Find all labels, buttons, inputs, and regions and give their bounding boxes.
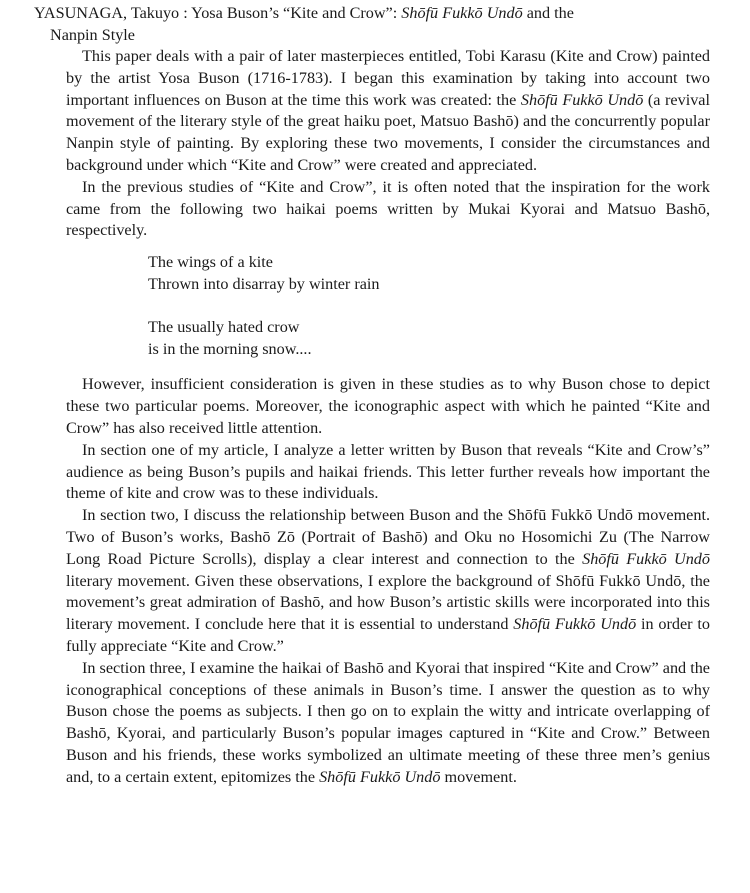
- paragraph-section-two-text: literary movement. Given these observations, I explore the background of Shōfū Fukkō Undō, the movement’s great admiration of Bashō, and how Buson’s artistic skills were incorporated into this literary movement. I conclude here that it is essential to understand: [66, 571, 710, 634]
- paragraph-intro-rest: (a revival movement of the literary style of the great haiku poet, Matsuo Bashō) and the concurrently popular Nanpin style of painting. By exploring these two movements, I consider the circumstances and background under which “Kite and Crow” were created and appreciated.: [66, 90, 710, 174]
- paragraph-section-three-text: In section three, I examine the haikai of Bashō and Kyorai that inspired “Kite and Crow” and the iconographical conceptions of these animals in Buson’s time. I answer the question as to why Buson chose the poems as subjects. I then go on to explain the witty and intricate overlapping of Bashō, Kyorai, and particularly Buson’s popular images captured in “Kite and Crow.” Between Buson and his friends, these works symbolized an ultimate meeting of these three men’s genius and, to a certain extent, epitomizes the: [66, 658, 710, 786]
- poem-line: The usually hated crow: [148, 317, 300, 336]
- article-header: [34, 3, 722, 47]
- paragraph-section-two-italic: Shōfū Fukkō Undō: [582, 549, 710, 568]
- header-subtitle: Nanpin Style: [50, 25, 135, 44]
- poem-line: Thrown into disarray by winter rain: [148, 274, 380, 293]
- paragraph-section-two-italic: Shōfū Fukkō Undō: [513, 615, 637, 634]
- poem-line: The wings of a kite: [148, 253, 273, 272]
- paragraph-section-two-text: In section two, I discuss the relationship between Buson and the Shōfū Fukkō Undō movement. Two of Buson’s works, Bashō Zō (Portrait of Bashō) and Oku no Hosomichi Zu (The Narrow Long Road Picture Scrolls), display a clear interest and connection to the: [66, 506, 710, 568]
- paragraph-section-three-italic: Shōfū Fukkō Undō: [319, 767, 441, 786]
- paragraph-intro: [66, 46, 710, 177]
- poem-stanza-crow: [148, 317, 710, 361]
- paragraph-section-three: [66, 658, 710, 789]
- paragraph-section-three-text: movement.: [440, 767, 517, 786]
- paragraph-intro-text: This paper deals with a pair of later masterpieces entitled, Tobi Karasu (Kite and Crow) painted by the artist Yosa Buson (1716-1783). I began this examination by taking into account two important influences on Buson at the time this work was created: the: [66, 47, 710, 109]
- poem-stanza-kite: [148, 252, 710, 296]
- header-title-suffix: and the: [522, 4, 574, 22]
- header-movement-italic: Shōfū Fukkō Undō: [401, 4, 523, 22]
- paragraph-previous-studies: In the previous studies of “Kite and Crow”, it is often noted that the inspiration for the work came from the following two haikai poems written by Mukai Kyorai and Matsuo Bashō, respectively.: [66, 177, 710, 240]
- abstract-body: [66, 46, 710, 789]
- paragraph-section-one: In section one of my article, I analyze a letter written by Buson that reveals “Kite and Crow’s” audience as being Buson’s pupils and haikai friends. This letter further reveals how important the theme of kite and crow was to these individuals.: [66, 440, 710, 503]
- paragraph-however: However, insufficient consideration is given in these studies as to why Buson chose to depict these two particular poems. Moreover, the iconographic aspect with which he painted “Kite and Crow” has also received little attention.: [66, 375, 710, 437]
- paragraph-section-two-text: in order to fully appreciate “Kite and Crow.”: [66, 615, 710, 655]
- poem-block: [148, 252, 710, 360]
- paragraph-section-two: [66, 505, 710, 658]
- header-author-title: YASUNAGA, Takuyo : Yosa Buson’s “Kite and Crow”:: [34, 4, 402, 22]
- paragraph-intro-italic: Shōfū Fukkō Undō: [520, 90, 644, 109]
- poem-line: is in the morning snow....: [148, 339, 312, 358]
